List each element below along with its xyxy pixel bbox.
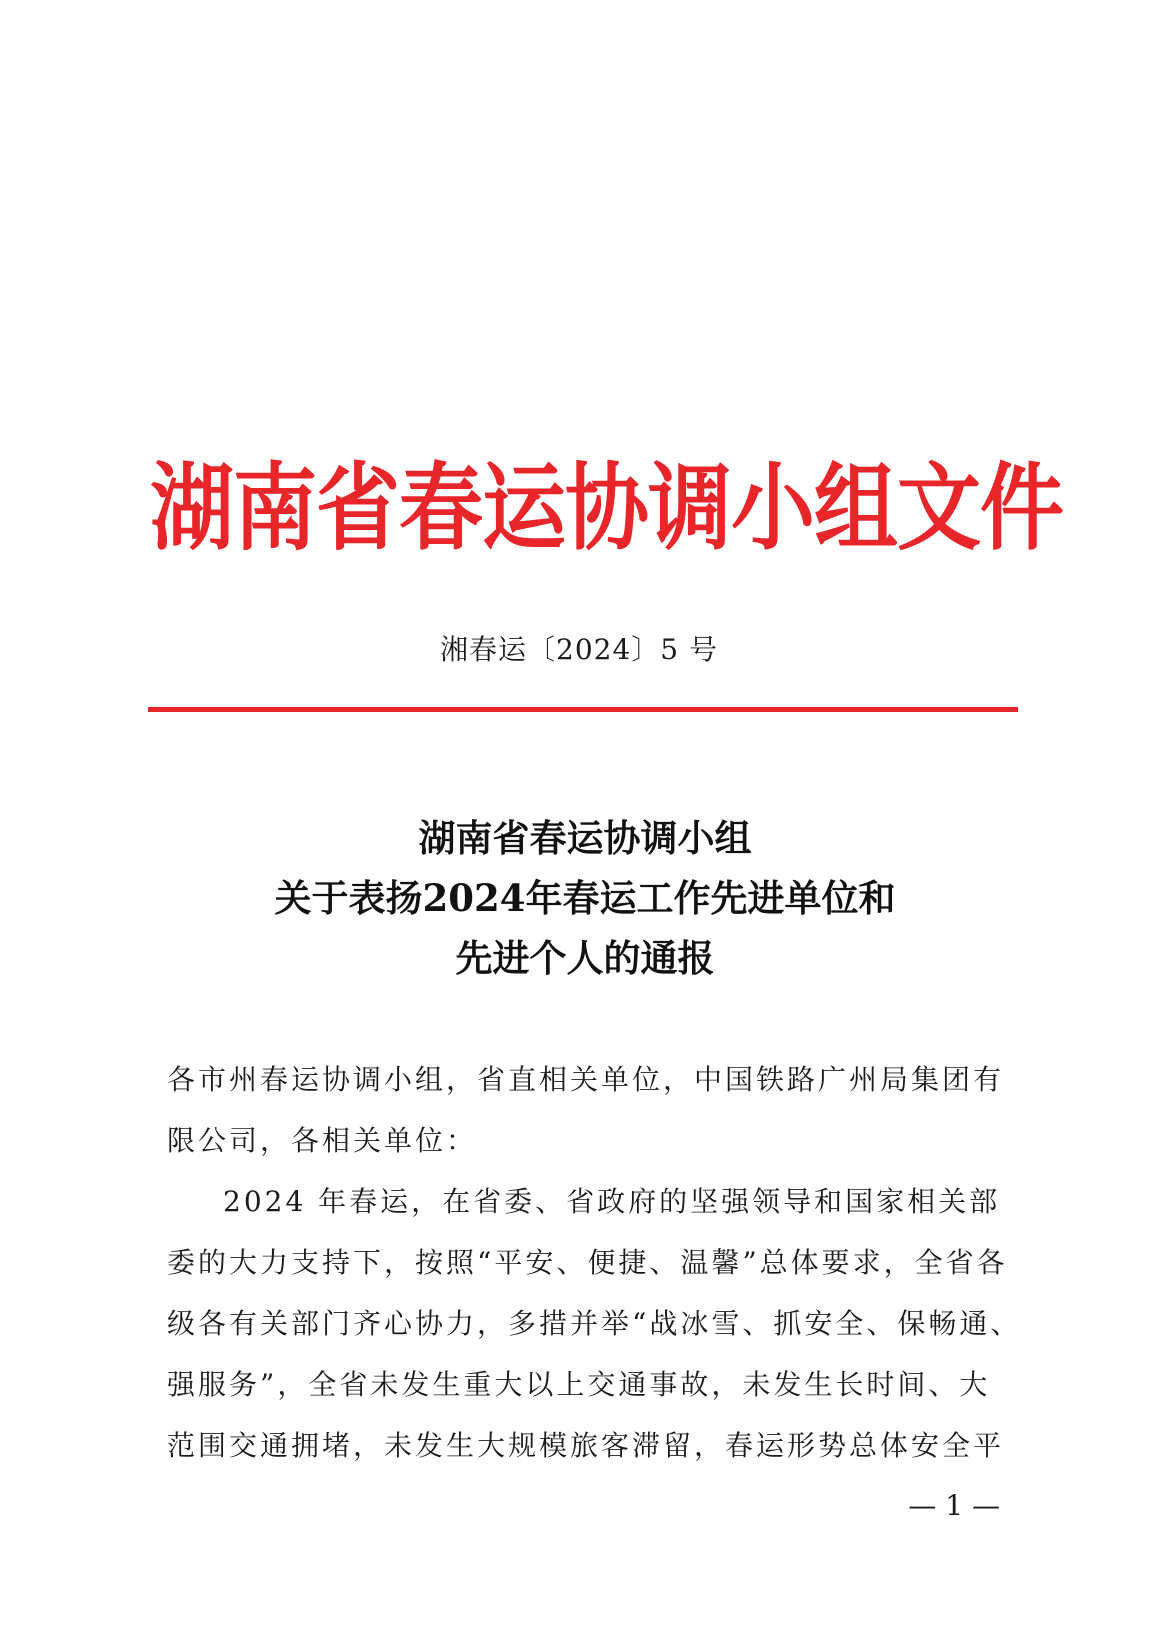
body-line: 限公司，各相关单位： xyxy=(167,1124,478,1157)
body-text xyxy=(167,1049,1022,1476)
body-line: 2024 年春运，在省委、省政府的坚强领导和国家相关部 xyxy=(223,1185,1001,1218)
body-line: 范围交通拥堵，未发生大规模旅客滞留，春运形势总体安全平 xyxy=(167,1429,1005,1462)
masthead-title: 湖南省春运协调小组文件 xyxy=(150,452,1064,563)
title-line: 先进个人的通报 xyxy=(455,936,715,980)
body-line: 各市州春运协调小组，省直相关单位，中国铁路广州局集团有 xyxy=(167,1063,1005,1096)
title-line: 关于表扬2024年春运工作先进单位和 xyxy=(274,876,896,920)
body-line: 委的大力支持下，按照“平安、便捷、温馨”总体要求，全省各 xyxy=(167,1246,1008,1279)
body-line: 强服务”，全省未发生重大以上交通事故，未发生长时间、大 xyxy=(167,1368,991,1401)
title-line: 湖南省春运协调小组 xyxy=(418,816,752,860)
red-divider-line xyxy=(148,707,1018,712)
body-line: 级各有关部门齐心协力，多措并举“战冰雪、抓安全、保畅通、 xyxy=(167,1307,1022,1340)
document-title xyxy=(150,808,1020,988)
page-number: — 1 — xyxy=(908,1489,1000,1522)
document-number: 湘春运〔2024〕5 号 xyxy=(440,633,718,666)
